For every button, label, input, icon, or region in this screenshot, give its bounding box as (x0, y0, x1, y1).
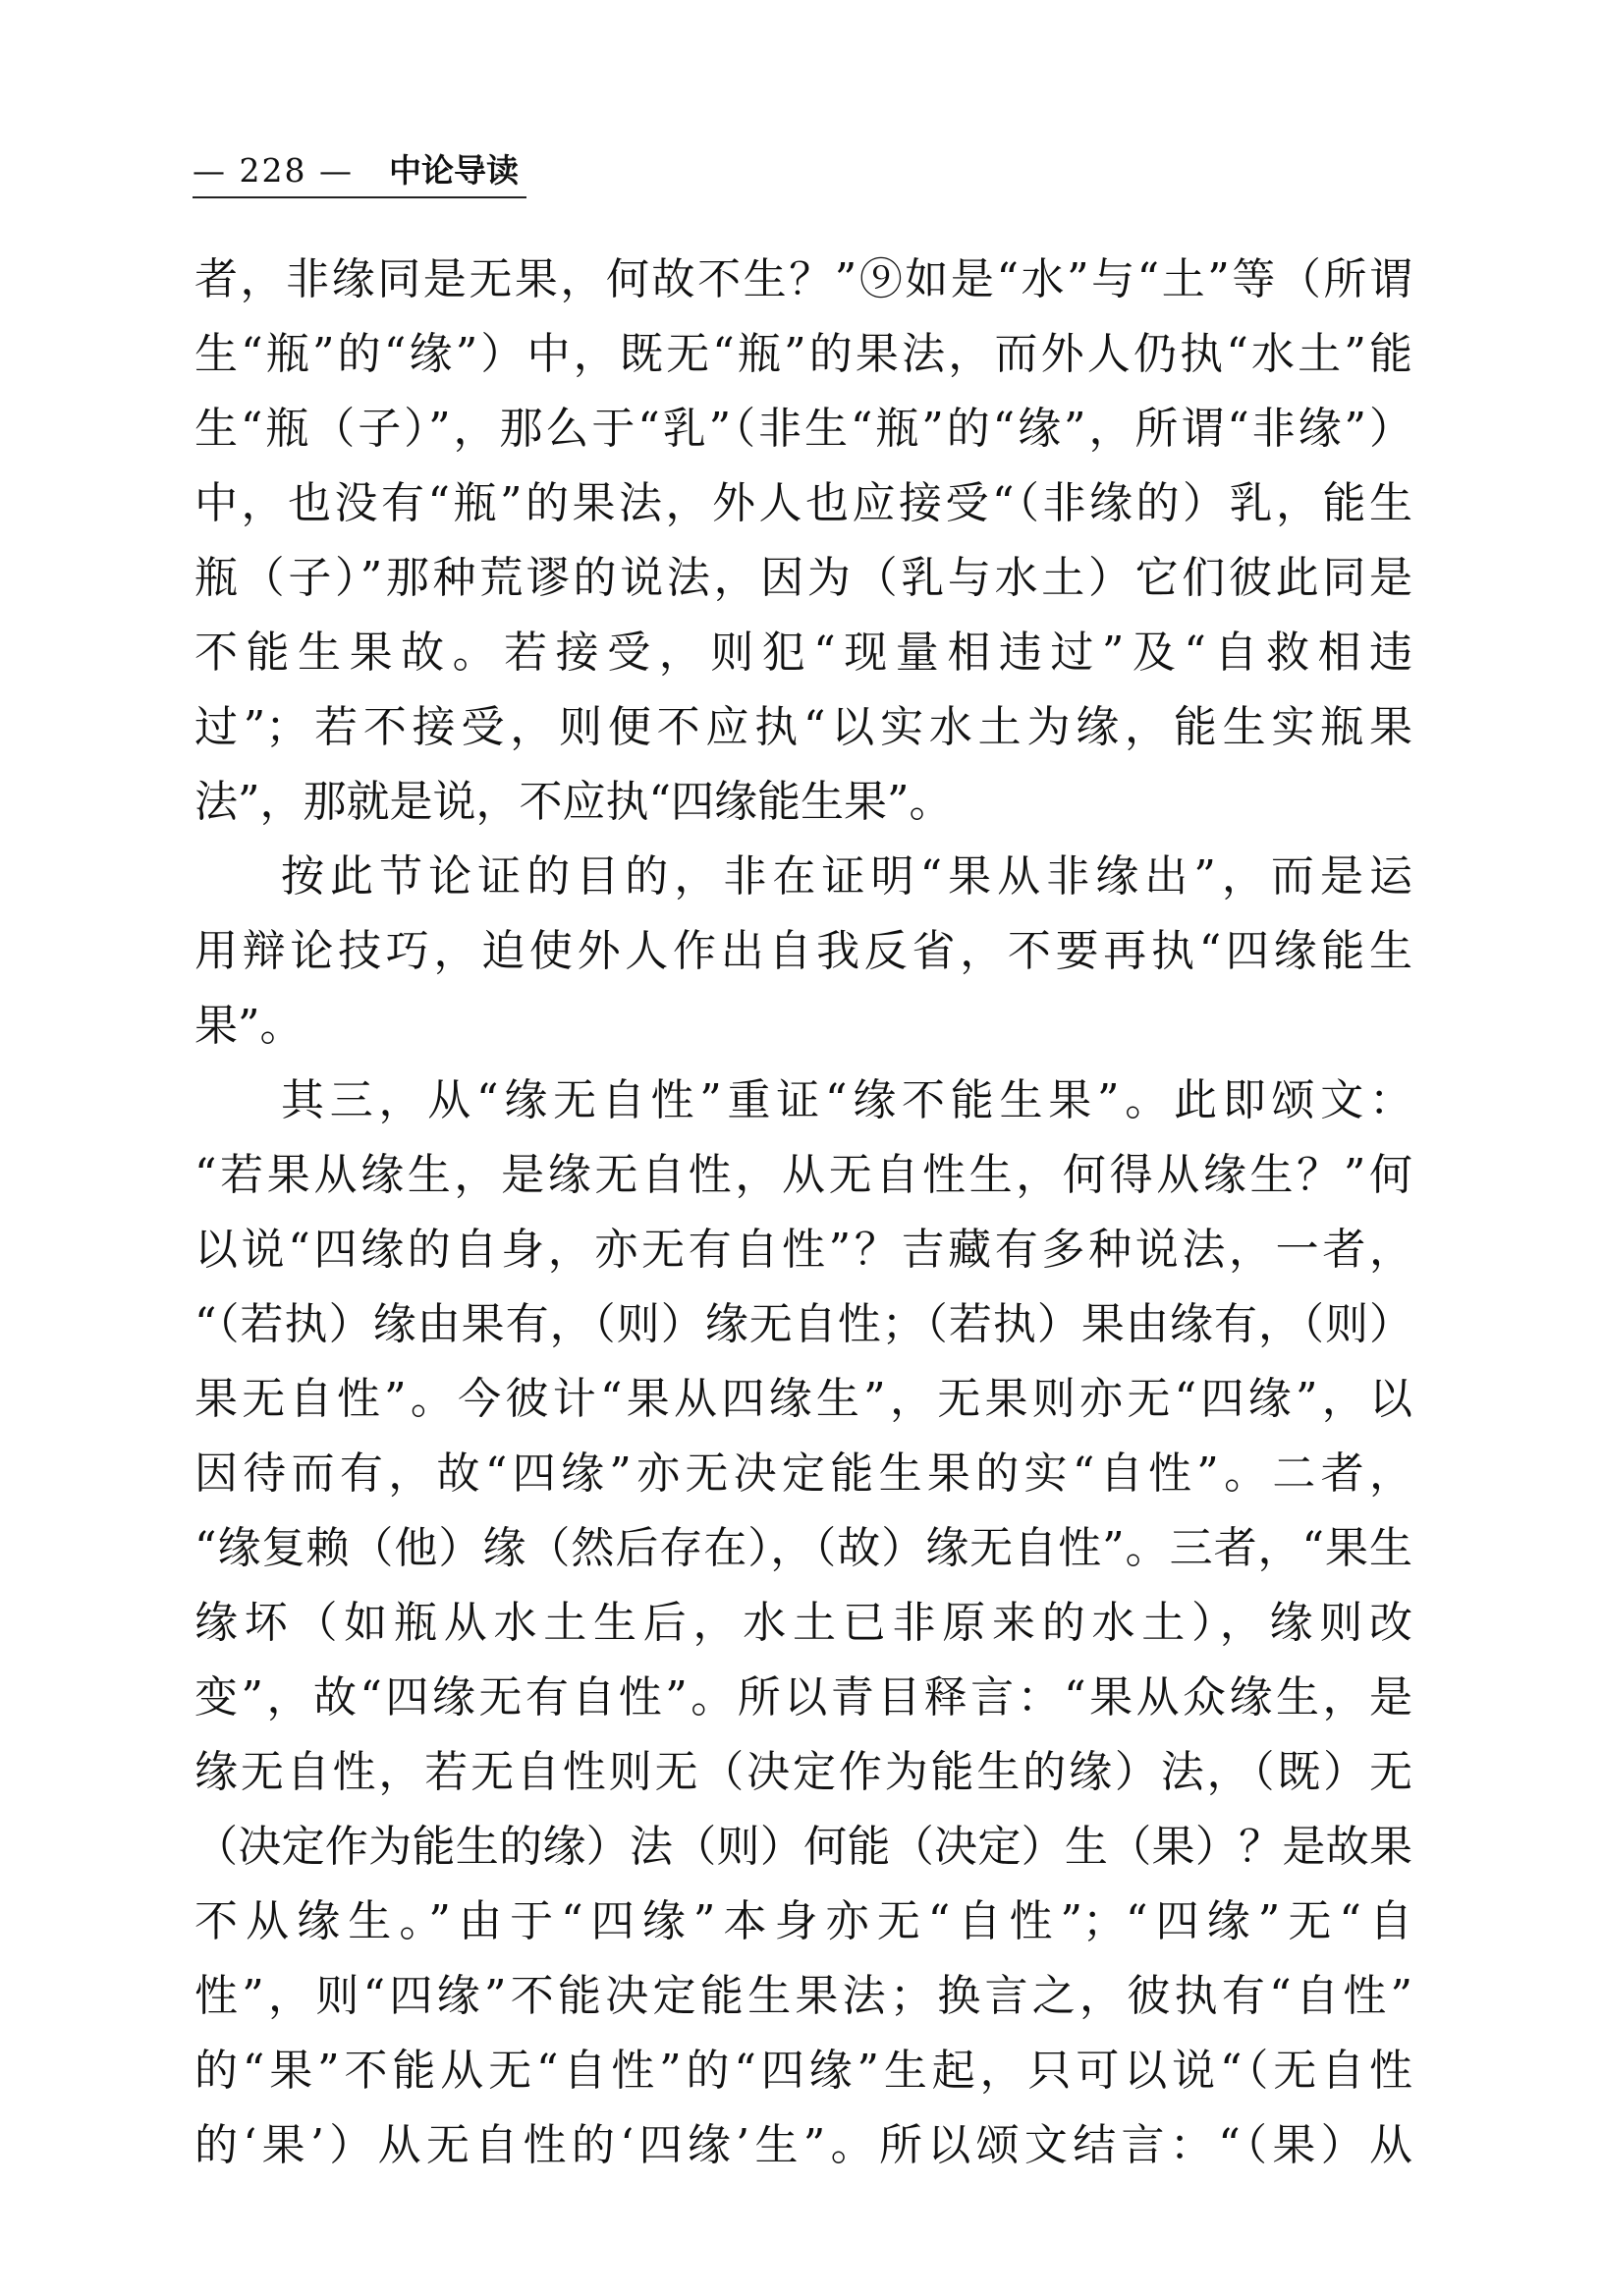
text-line: （决定作为能生的缘）法（则）何能（决定）生（果）？是故果 (194, 1822, 1412, 1872)
text-line: 因待而有，故“四缘”亦无决定能生果的实“自性”。二者， (194, 1449, 1412, 1499)
text-line: 不能生果故。若接受，则犯“现量相违过”及“自救相违 (194, 628, 1412, 678)
text-line: 的‘果’）从无自性的‘四缘’生”。所以颂文结言：“（果）从 (194, 2120, 1412, 2170)
running-header (193, 149, 1420, 192)
text-line: 以说“四缘的自身，亦无有自性”？吉藏有多种说法，一者， (194, 1225, 1412, 1275)
header-rule (193, 196, 526, 198)
text-line: 性”，则“四缘”不能决定能生果法；换言之，彼执有“自性” (194, 1971, 1412, 2021)
book-title: 中论导读 (388, 151, 519, 190)
text-line: 用辩论技巧，迫使外人作出自我反省，不要再执“四缘能生 (194, 926, 1412, 976)
text-line: 的“果”不能从无“自性”的“四缘”生起，只可以说“（无自性 (194, 2046, 1412, 2096)
text-line: 果”。 (194, 1001, 304, 1051)
text-line: 者，非缘同是无果，何故不生？”⑨如是“水”与“土”等（所谓 (194, 254, 1412, 304)
text-line: “（若执）缘由果有，（则）缘无自性；（若执）果由缘有，（则） (194, 1299, 1412, 1349)
text-line: 过”；若不接受，则便不应执“以实水土为缘，能生实瓶果 (194, 702, 1412, 752)
page-number: — 228 — (193, 151, 354, 190)
text-line: 瓶（子）”那种荒谬的说法，因为（乳与水土）它们彼此同是 (194, 553, 1412, 603)
text-line: 中，也没有“瓶”的果法，外人也应接受“（非缘的）乳，能生 (194, 478, 1412, 528)
text-line: 不从缘生。”由于“四缘”本身亦无“自性”；“四缘”无“自 (194, 1896, 1412, 1946)
text-line: 缘无自性，若无自性则无（决定作为能生的缘）法，（既）无 (194, 1747, 1412, 1797)
text-line: 生“瓶”的“缘”）中，既无“瓶”的果法，而外人仍执“水土”能 (194, 329, 1412, 379)
text-line: 缘坏（如瓶从水土生后，水土已非原来的水土），缘则改 (194, 1598, 1412, 1648)
paragraph-first-line: 按此节论证的目的，非在证明“果从非缘出”，而是运 (281, 851, 1412, 902)
text-line: “若果从缘生，是缘无自性，从无自性生，何得从缘生？”何 (194, 1150, 1412, 1200)
text-line: 变”，故“四缘无有自性”。所以青目释言：“果从众缘生，是 (194, 1672, 1412, 1722)
page-body (194, 243, 1412, 2183)
text-line: 生“瓶（子）”，那么于“乳”（非生“瓶”的“缘”，所谓“非缘”） (194, 404, 1412, 454)
text-line: 法”，那就是说，不应执“四缘能生果”。 (194, 777, 953, 827)
paragraph-first-line: 其三，从“缘无自性”重证“缘不能生果”。此即颂文： (281, 1075, 1412, 1125)
text-line: 果无自性”。今彼计“果从四缘生”，无果则亦无“四缘”，以 (194, 1374, 1412, 1424)
text-line: “缘复赖（他）缘（然后存在），（故）缘无自性”。三者，“果生 (194, 1523, 1412, 1573)
